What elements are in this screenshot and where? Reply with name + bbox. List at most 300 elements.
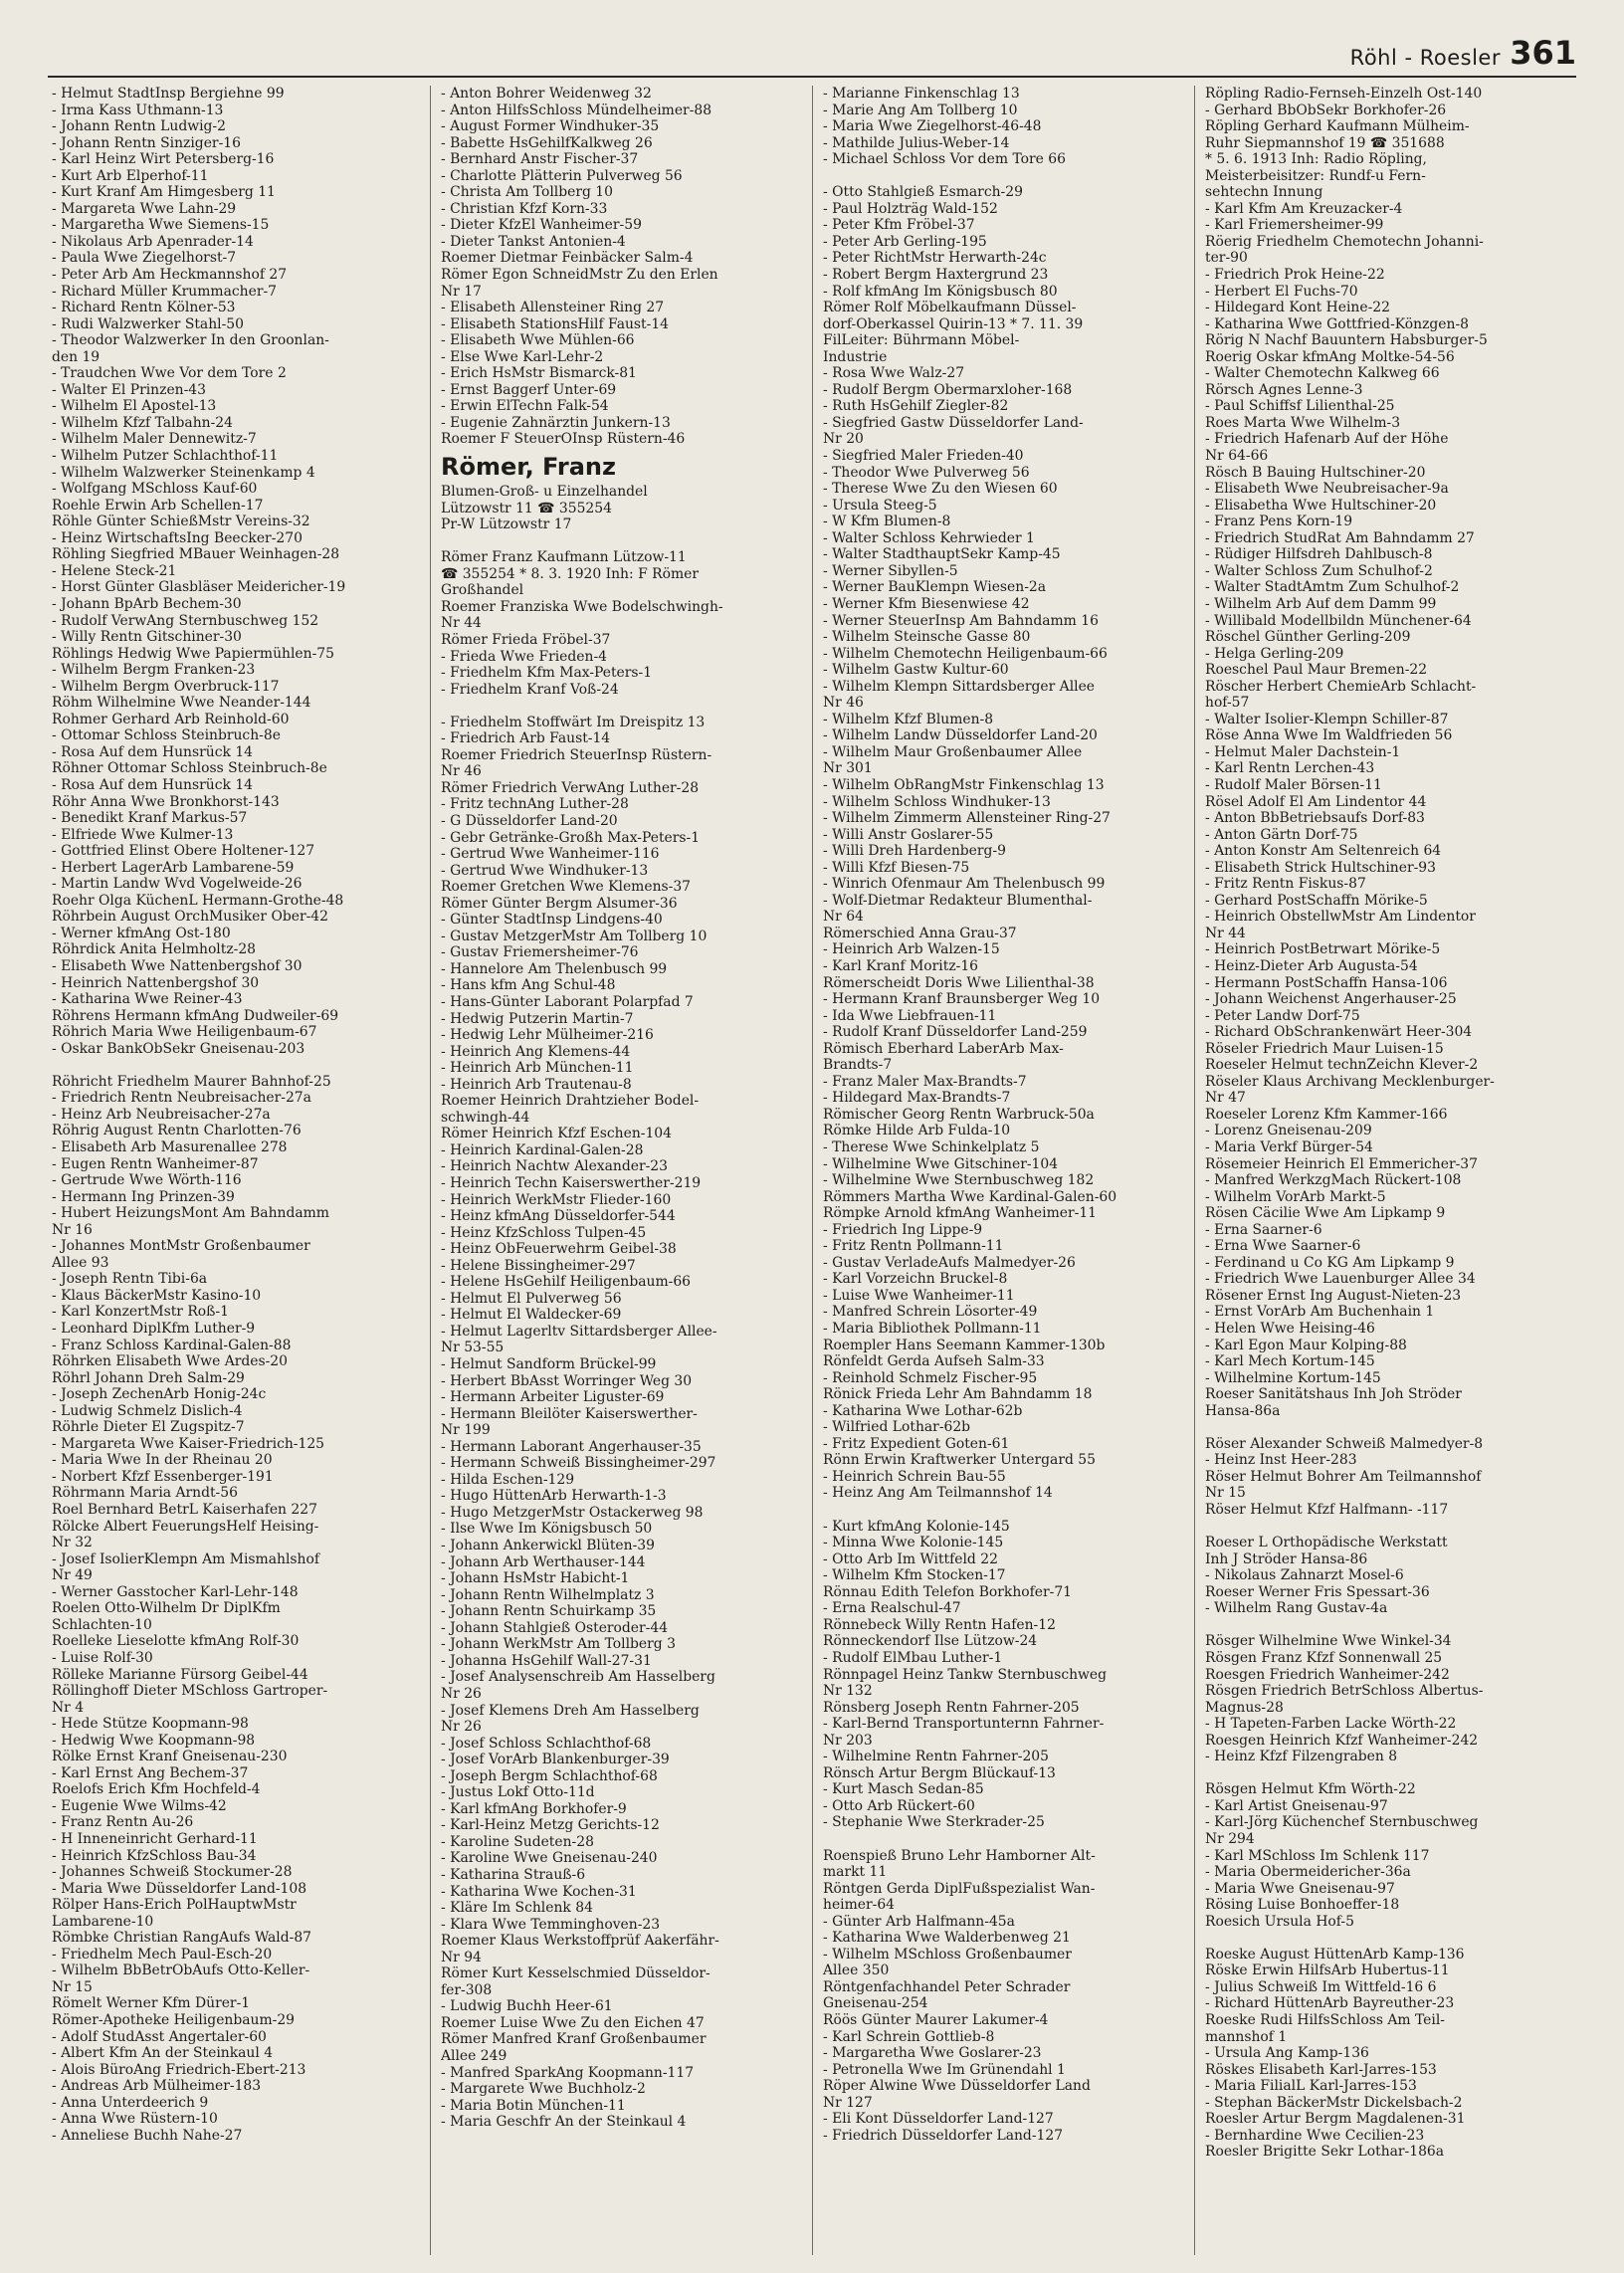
directory-entry: Rösgen Franz Kfzf Sonnenwall 25 [1205, 1649, 1443, 1666]
directory-entry: - Maria Verkf Bürger-54 [1205, 1139, 1373, 1155]
directory-entry: - Heinrich PostBetrwart Mörike-5 [1205, 941, 1441, 958]
directory-entry: - Eugenie Zahnärztin Junkern-13 [441, 414, 671, 431]
directory-entry: - Leonhard DiplKfm Luther-9 [52, 1321, 256, 1338]
directory-entry: - Katharina Wwe Walderbenweg 21 [823, 1930, 1071, 1947]
directory-entry: - Hannelore Am Thelenbusch 99 [441, 960, 668, 977]
directory-entry: - Friedhelm Stoffwärt Im Dreispitz 13 [441, 714, 706, 730]
directory-entry: Nr 26 [441, 1719, 482, 1736]
directory-entry: Röerig Friedhelm Chemotechn Johanni- [1205, 233, 1484, 250]
directory-entry: Magnus-28 [1205, 1699, 1284, 1716]
directory-entry: Rönnau Edith Telefon Borkhofer-71 [823, 1583, 1073, 1600]
directory-entry: - Alois BüroAng Friedrich-Ebert-213 [52, 2061, 306, 2078]
directory-entry: - Joseph ZechenArb Honig-24c [52, 1386, 267, 1403]
directory-entry: - Hede Stütze Koopmann-98 [52, 1716, 249, 1733]
directory-entry: - Karl-Heinz Metzg Gerichts-12 [441, 1817, 660, 1834]
directory-entry: - H Tapeten-Farben Lacke Wörth-22 [1205, 1716, 1457, 1733]
directory-entry: Roemer Gretchen Wwe Klemens-37 [441, 879, 692, 896]
directory-entry: - Hubert HeizungsMont Am Bahndamm [52, 1205, 329, 1222]
directory-entry: Roesgen Heinrich Kfzf Wanheimer-242 [1205, 1732, 1479, 1749]
entry-gap [823, 1502, 1188, 1519]
directory-entry: - Erich HsMstr Bismarck-81 [441, 365, 637, 382]
directory-entry: Nr 32 [52, 1535, 93, 1551]
directory-entry: - Margaretha Wwe Siemens-15 [52, 217, 270, 234]
directory-entry: Röhrdick Anita Helmholtz-28 [52, 941, 257, 958]
directory-entry: - Wilhelm El Apostel-13 [52, 398, 217, 415]
directory-entry: Roemer Franziska Wwe Bodelschwingh- [441, 598, 723, 615]
directory-entry: - Gottfried Elinst Obere Holtener-127 [52, 843, 315, 860]
directory-entry: Röhrle Dieter El Zugspitz-7 [52, 1419, 245, 1436]
page-header [48, 28, 1576, 78]
directory-entry: - Frieda Wwe Frieden-4 [441, 648, 607, 665]
directory-entry: - Rolf kfmAng Im Königsbusch 80 [823, 283, 1058, 300]
directory-entry: - Johann WerkMstr Am Tollberg 3 [441, 1636, 676, 1653]
directory-entry: - Reinhold Schmelz Fischer-95 [823, 1369, 1038, 1386]
directory-entry: - Karl Rentn Lerchen-43 [1205, 760, 1375, 777]
directory-entry: - Karl-Jörg Küchenchef Sternbuschweg [1205, 1814, 1479, 1831]
directory-entry: - Willi Dreh Hardenberg-9 [823, 843, 1006, 860]
directory-entry: Roesler Artur Bergm Magdalenen-31 [1205, 2111, 1466, 2128]
directory-entry: Nr 49 [52, 1567, 93, 1584]
directory-entry: - Klaus BäckerMstr Kasino-10 [52, 1287, 262, 1304]
directory-entry: - Katharina Strauß-6 [441, 1866, 586, 1883]
directory-entry: - Karl Schrein Gottlieb-8 [823, 2028, 995, 2045]
directory-entry: - Minna Wwe Kolonie-145 [823, 1535, 1004, 1551]
directory-entry: Nr 44 [441, 615, 482, 632]
directory-entry: Römisch Eberhard LaberArb Max- [823, 1040, 1064, 1057]
directory-entry: - Johannes Schweiß Stockumer-28 [52, 1864, 293, 1881]
directory-entry: - Hedwig Wwe Koopmann-98 [52, 1732, 256, 1749]
directory-entry: - Elisabeth Wwe Mühlen-66 [441, 332, 635, 349]
directory-entry: - August Former Windhuker-35 [441, 118, 660, 135]
directory-entry: - Friedrich Hafenarb Auf der Höhe [1205, 431, 1449, 448]
directory-entry: - Johann Rentn Schuirkamp 35 [441, 1603, 657, 1620]
directory-entry: Rösch B Bauing Hultschiner-20 [1205, 464, 1426, 481]
directory-entry: - Helmut Maler Dachstein-1 [1205, 743, 1401, 760]
directory-entry: Roemer Heinrich Drahtzieher Bodel- [441, 1093, 700, 1110]
directory-entry: - Ilse Wwe Im Königsbusch 50 [441, 1521, 653, 1538]
directory-entry: - Franz Rentn Au-26 [52, 1814, 194, 1831]
directory-entry: - Wilhelm Maler Dennewitz-7 [52, 431, 257, 448]
directory-entry: Pr-W Lützowstr 17 [441, 517, 572, 533]
directory-entry: - Otto Stahlgieß Esmarch-29 [823, 184, 1023, 201]
directory-entry: - Anton Gärtn Dorf-75 [1205, 826, 1358, 843]
directory-entry: Nr 132 [823, 1683, 873, 1700]
directory-entry: Römpke Arnold kfmAng Wanheimer-11 [823, 1205, 1097, 1222]
directory-entry: - Manfred WerkzgMach Rückert-108 [1205, 1172, 1462, 1189]
directory-entry: - Heinz KfzSchloss Tulpen-45 [441, 1224, 647, 1241]
directory-entry: Roenspieß Bruno Lehr Hamborner Alt- [823, 1847, 1096, 1864]
directory-entry: - Rudolf VerwAng Sternbuschweg 152 [52, 612, 319, 629]
directory-entry: Nr 47 [1205, 1090, 1246, 1107]
directory-entry: - Anton Bohrer Weidenweg 32 [441, 86, 652, 102]
directory-entry: - Heinz Ang Am Teilmannshof 14 [823, 1485, 1053, 1502]
directory-entry: - Peter Landw Dorf-75 [1205, 1007, 1360, 1024]
directory-entry: - H Inneneinricht Gerhard-11 [52, 1830, 258, 1847]
directory-entry: - Karl MSchloss Im Schlenk 117 [1205, 1847, 1430, 1864]
directory-entry: - Maria Wwe In der Rheinau 20 [52, 1452, 273, 1469]
directory-entry: - Heinrich KfzSchloss Bau-34 [52, 1847, 257, 1864]
directory-entry: Rönsch Artur Bergm Blückauf-13 [823, 1764, 1056, 1781]
directory-entry: - Maria Botin München-11 [441, 2097, 626, 2114]
directory-entry: - Manfred SparkAng Koopmann-117 [441, 2064, 695, 2081]
entry-gap [1205, 1765, 1570, 1782]
directory-entry: FilLeiter: Bührmann Möbel- [823, 332, 1020, 349]
directory-entry: - Rudolf Kranf Düsseldorfer Land-259 [823, 1024, 1088, 1041]
directory-entry: - Wilhelm Klempn Sittardsberger Allee [823, 678, 1096, 695]
directory-column-4 [1194, 86, 1576, 2255]
directory-entry: - Heinrich Nattenbergshof 30 [52, 974, 260, 991]
directory-entry: - Peter Kfm Fröbel-37 [823, 217, 975, 234]
directory-entry: Rönneckendorf Ilse Lützow-24 [823, 1633, 1038, 1650]
directory-entry: Röpling Radio-Fernseh-Einzelh Ost-140 [1205, 86, 1483, 102]
directory-entry: Röhling Siegfried MBauer Weinhagen-28 [52, 546, 340, 563]
directory-entry: - Winrich Ofenmaur Am Thelenbusch 99 [823, 876, 1106, 893]
directory-entry: Röscher Herbert ChemieArb Schlacht- [1205, 678, 1477, 695]
directory-entry: - Else Wwe Karl-Lehr-2 [441, 348, 604, 365]
directory-entry: - Anton BbBetriebsaufs Dorf-83 [1205, 810, 1425, 827]
directory-entry: - Siegfried Maler Frieden-40 [823, 448, 1024, 465]
directory-entry: - Elfriede Wwe Kulmer-13 [52, 826, 234, 843]
directory-entry: - Heinrich Ang Klemens-44 [441, 1043, 631, 1060]
directory-entry: Nr 294 [1205, 1830, 1255, 1847]
directory-entry: Allee 249 [441, 2047, 508, 2064]
directory-entry: - Wilfried Lothar-62b [823, 1419, 971, 1436]
directory-entry: Röhle Günter SchießMstr Vereins-32 [52, 514, 310, 530]
directory-entry: hof-57 [1205, 695, 1250, 712]
directory-entry: - Adolf StudAsst Angertaler-60 [52, 2028, 267, 2045]
page-number: 361 [1510, 34, 1576, 72]
directory-entry: - Anneliese Buchh Nahe-27 [52, 2127, 243, 2144]
directory-entry: - Maria Wwe Gneisenau-97 [1205, 1880, 1395, 1897]
directory-entry: Nr 20 [823, 431, 864, 448]
directory-entry: - Andreas Arb Mülheimer-183 [52, 2078, 262, 2095]
directory-entry: - Willi Kfzf Biesen-75 [823, 859, 970, 876]
directory-entry: Nr 127 [823, 2094, 873, 2111]
directory-entry: - Wilhelm Rang Gustav-4a [1205, 1600, 1388, 1617]
directory-entry: Rölleke Marianne Fürsorg Geibel-44 [52, 1666, 308, 1683]
directory-entry: - Josef Klemens Dreh Am Hasselberg [441, 1702, 700, 1719]
directory-entry: * 5. 6. 1913 Inh: Radio Röpling, [1205, 151, 1427, 168]
directory-entry: Röhlings Hedwig Wwe Papiermühlen-75 [52, 645, 334, 662]
directory-entry: - Gertrude Wwe Wörth-116 [52, 1172, 242, 1189]
directory-entry: dorf-Oberkassel Quirin-13 * 7. 11. 39 [823, 315, 1084, 332]
directory-entry: - Fritz Rentn Fiskus-87 [1205, 876, 1366, 893]
entry-gap [52, 1057, 424, 1074]
directory-entry: - Robert Bergm Haxtergrund 23 [823, 267, 1049, 284]
directory-entry: - Wilhelm Arb Auf dem Damm 99 [1205, 595, 1437, 612]
directory-entry: Nr 64-66 [1205, 448, 1269, 465]
directory-entry: Rölke Ernst Kranf Gneisenau-230 [52, 1749, 288, 1765]
directory-entry: - Maria Obermeidericher-36a [1205, 1864, 1411, 1881]
directory-entry: - Peter Arb Am Heckmannshof 27 [52, 267, 288, 284]
directory-entry: - Ottomar Schloss Steinbruch-8e [52, 727, 281, 744]
directory-entry: - Hugo HüttenArb Herwarth-1-3 [441, 1488, 667, 1505]
directory-entry: - Werner BauKlempn Wiesen-2a [823, 579, 1047, 596]
directory-column-1 [48, 86, 430, 2255]
directory-entry: - Wilhelm BbBetrObAufs Otto-Keller- [52, 1963, 310, 1979]
directory-entry: - Gustav Friemersheimer-76 [441, 944, 639, 961]
directory-entry: Roehle Erwin Arb Schellen-17 [52, 497, 264, 514]
directory-entry: - Mathilde Julius-Weber-14 [823, 134, 1010, 151]
directory-entry: - Karl Egon Maur Kolping-88 [1205, 1337, 1407, 1353]
directory-entry: - Heinrich Schrein Bau-55 [823, 1468, 1006, 1485]
directory-entry: - Rosa Wwe Walz-27 [823, 365, 965, 382]
directory-entry: Roemer F SteuerOInsp Rüstern-46 [441, 431, 686, 448]
directory-entry: - Eugen Rentn Wanheimer-87 [52, 1155, 259, 1172]
directory-entry: - Wilhelm Kfzf Talbahn-24 [52, 414, 233, 431]
directory-entry: - Karl-Bernd Transportunternn Fahrner- [823, 1716, 1105, 1733]
directory-entry: - Margaretha Wwe Goslarer-23 [823, 2045, 1042, 2062]
directory-entry: Nr 44 [1205, 925, 1246, 941]
directory-entry: Röschel Günther Gerling-209 [1205, 629, 1411, 646]
directory-entry: Rösener Ernst Ing August-Nieten-23 [1205, 1287, 1462, 1304]
directory-entry: - Karl Kranf Moritz-16 [823, 957, 979, 974]
directory-entry: - Wolfgang MSchloss Kauf-60 [52, 481, 258, 498]
directory-entry: - Walter Isolier-Klempn Schiller-87 [1205, 711, 1449, 727]
directory-entry: Römer-Apotheke Heiligenbaum-29 [52, 2011, 296, 2028]
directory-entry: - Anton Konstr Am Seltenreich 64 [1205, 843, 1442, 860]
directory-entry: - Erna Wwe Saarner-6 [1205, 1238, 1361, 1255]
directory-entry: Roeseler Helmut technZeichn Klever-2 [1205, 1057, 1479, 1074]
directory-entry: Nr 301 [823, 760, 873, 777]
directory-entry: - Christian Kfzf Korn-33 [441, 200, 608, 217]
directory-entry: ☎ 355254 * 8. 3. 1920 Inh: F Römer [441, 565, 700, 582]
directory-entry: - Herbert LagerArb Lambarene-59 [52, 859, 295, 876]
directory-entry: Roemer Friedrich SteuerInsp Rüstern- [441, 746, 712, 763]
directory-entry: - Johanna HsGehilf Wall-27-31 [441, 1652, 652, 1669]
directory-entry: Römer Franz Kaufmann Lützow-11 [441, 549, 687, 566]
directory-entry: - Walter El Prinzen-43 [52, 381, 206, 398]
directory-entry: - Heinrich ObstellwMstr Am Lindentor [1205, 909, 1476, 926]
directory-entry: - G Düsseldorfer Land-20 [441, 812, 618, 829]
directory-entry: - Paul Holzträg Wald-152 [823, 200, 998, 217]
directory-entry: - Walter Schloss Kehrwieder 1 [823, 529, 1035, 546]
directory-entry: - Hermann Kranf Braunsberger Weg 10 [823, 991, 1101, 1008]
entry-gap [1205, 1419, 1570, 1436]
directory-entry: - Paula Wwe Ziegelhorst-7 [52, 250, 237, 267]
directory-entry: - Elisabeth Wwe Neubreisacher-9a [1205, 481, 1449, 498]
directory-entry: - Bernhardine Wwe Cecilien-23 [1205, 2127, 1425, 2144]
directory-entry: - Elisabeth Strick Hultschiner-93 [1205, 859, 1436, 876]
directory-entry: - Rudolf Maler Börsen-11 [1205, 776, 1382, 793]
directory-entry: - Wilhelm Maur Großenbaumer Allee [823, 743, 1083, 760]
directory-entry: - Wilhelm Zimmerm Allensteiner Ring-27 [823, 810, 1111, 827]
directory-entry: Nr 17 [441, 283, 482, 300]
directory-entry: - Maria Wwe Düsseldorfer Land-108 [52, 1880, 307, 1897]
directory-entry: - Ida Wwe Liebfrauen-11 [823, 1007, 997, 1024]
directory-entry: - Maria Bibliothek Pollmann-11 [823, 1321, 1042, 1338]
directory-entry: - Franz Schloss Kardinal-Galen-88 [52, 1337, 292, 1353]
directory-entry: Röser Alexander Schweiß Malmedyer-8 [1205, 1435, 1484, 1452]
directory-entry: Rösgen Friedrich BetrSchloss Albertus- [1205, 1683, 1484, 1700]
directory-entry: - Maria FilialL Karl-Jarres-153 [1205, 2078, 1417, 2095]
directory-entry: - Günter Arb Halfmann-45a [823, 1913, 1015, 1930]
directory-entry: - Johann Rentn Ludwig-2 [52, 118, 226, 135]
directory-entry: - Wilhelm Putzer Schlachthof-11 [52, 448, 279, 465]
directory-entry: - Eugenie Wwe Wilms-42 [52, 1797, 227, 1814]
directory-entry: - Günter StadtInsp Lindgens-40 [441, 912, 663, 929]
directory-entry: - Wilhelmine Rentn Fahrner-205 [823, 1749, 1049, 1765]
directory-entry: - Walter StadthauptSekr Kamp-45 [823, 546, 1061, 563]
directory-entry: - Hugo MetzgerMstr Ostackerweg 98 [441, 1504, 704, 1521]
directory-entry: Nr 199 [441, 1422, 491, 1439]
directory-entry: - W Kfm Blumen-8 [823, 514, 951, 530]
directory-entry: Röpling Gerhard Kaufmann Mülheim- [1205, 118, 1470, 135]
directory-entry: - Lorenz Gneisenau-209 [1205, 1123, 1372, 1139]
directory-entry: - Oskar BankObSekr Gneisenau-203 [52, 1040, 305, 1057]
directory-entry: Römerscheidt Doris Wwe Lilienthal-38 [823, 974, 1095, 991]
directory-entry: - Otto Arb Rückert-60 [823, 1797, 975, 1814]
directory-entry: - Karoline Wwe Gneisenau-240 [441, 1850, 658, 1867]
entry-gap [1205, 1617, 1570, 1634]
directory-entry: Röseler Klaus Archivang Mecklenburger- [1205, 1073, 1495, 1090]
directory-entry: Röhrl Johann Dreh Salm-29 [52, 1369, 245, 1386]
directory-entry: - Bernhard Anstr Fischer-37 [441, 151, 639, 168]
directory-entry: - Wilhelmine Wwe Sternbuschweg 182 [823, 1172, 1095, 1189]
directory-entry: Römelt Werner Kfm Dürer-1 [52, 1995, 251, 2012]
directory-entry: - Wilhelm VorArb Markt-5 [1205, 1188, 1386, 1205]
directory-entry: - Hans-Günter Laborant Polarpfad 7 [441, 993, 694, 1010]
directory-entry: Roeske August HüttenArb Kamp-136 [1205, 1946, 1465, 1963]
directory-entry: den 19 [52, 348, 101, 365]
directory-entry: - Rüdiger Hilfsdreh Dahlbusch-8 [1205, 546, 1433, 563]
directory-entry: Allee 93 [52, 1254, 109, 1271]
directory-entry: Rönn Erwin Kraftwerker Untergard 55 [823, 1452, 1096, 1469]
directory-entry: - Friedrich Prok Heine-22 [1205, 267, 1385, 284]
directory-entry: - Heinz Inst Heer-283 [1205, 1452, 1357, 1469]
directory-entry: - Karl Kfm Am Kreuzacker-4 [1205, 200, 1403, 217]
directory-entry: - Otto Arb Im Wittfeld 22 [823, 1550, 998, 1567]
directory-entry: - Wilhelmine Kortum-145 [1205, 1369, 1381, 1386]
directory-entry: - Stephanie Wwe Sterkrader-25 [823, 1814, 1045, 1831]
directory-entry: Röhner Ottomar Schloss Steinbruch-8e [52, 760, 327, 777]
directory-entry: Römbke Christian RangAufs Wald-87 [52, 1930, 312, 1947]
directory-entry: - Karl Vorzeichn Bruckel-8 [823, 1271, 1008, 1288]
directory-entry: - Johannes MontMstr Großenbaumer [52, 1238, 310, 1255]
directory-entry: - Heinrich WerkMstr Flieder-160 [441, 1191, 672, 1208]
directory-entry: - Elisabeth Arb Masurenallee 278 [52, 1139, 288, 1155]
directory-entry: Römer Egon SchneidMstr Zu den Erlen [441, 267, 718, 284]
directory-entry: - Franz Pens Korn-19 [1205, 514, 1353, 530]
directory-entry: Röskes Elisabeth Karl-Jarres-153 [1205, 2061, 1437, 2078]
directory-entry: - Hermann Ing Prinzen-39 [52, 1188, 235, 1205]
directory-entry: - Hilda Eschen-129 [441, 1471, 575, 1488]
directory-entry: Rölcke Albert FeuerungsHelf Heising- [52, 1518, 319, 1535]
directory-entry: - Gerhard BbObSekr Borkhofer-26 [1205, 102, 1447, 118]
directory-entry: - Gustav MetzgerMstr Am Tollberg 10 [441, 928, 708, 944]
directory-entry: - Fritz technAng Luther-28 [441, 796, 629, 813]
directory-entry: - Heinz ObFeuerwehrm Geibel-38 [441, 1241, 677, 1258]
directory-entry: Römer Günter Bergm Alsumer-36 [441, 895, 678, 912]
directory-entry: Rönfeldt Gerda Aufseh Salm-33 [823, 1353, 1045, 1370]
directory-entry: Römer Heinrich Kfzf Eschen-104 [441, 1126, 672, 1142]
directory-entry: Nr 94 [441, 1949, 482, 1965]
directory-entry: - Siegfried Gastw Düsseldorfer Land- [823, 414, 1084, 431]
directory-entry: - Wilhelm Steinsche Gasse 80 [823, 629, 1031, 646]
directory-entry: - Wilhelm MSchloss Großenbaumer [823, 1946, 1072, 1963]
directory-entry: - Peter RichtMstr Herwarth-24c [823, 250, 1047, 267]
directory-entry: - Albert Kfm An der Steinkaul 4 [52, 2045, 274, 2062]
directory-entry: - Werner SteuerInsp Am Bahndamm 16 [823, 612, 1099, 629]
directory-entry: Rösemeier Heinrich El Emmericher-37 [1205, 1155, 1478, 1172]
directory-entry: - Theodor Wwe Pulverweg 56 [823, 464, 1030, 481]
directory-entry: - Gebr Getränke-Großh Max-Peters-1 [441, 829, 701, 846]
directory-entry: - Babette HsGehilfKalkweg 26 [441, 134, 653, 151]
directory-entry: - Heinrich Techn Kaiserswerther-219 [441, 1175, 702, 1191]
directory-entry: - Anton HilfsSchloss Mündelheimer-88 [441, 102, 712, 118]
directory-entry: - Heinrich Kardinal-Galen-28 [441, 1141, 644, 1158]
directory-entry: - Johann HsMstr Habicht-1 [441, 1570, 630, 1587]
directory-entry: - Peter Arb Gerling-195 [823, 233, 987, 250]
directory-entry: - Ursula Steeg-5 [823, 497, 937, 514]
directory-entry: Röhrens Hermann kfmAng Dudweiler-69 [52, 1007, 339, 1024]
directory-entry: Roemer Luise Wwe Zu den Eichen 47 [441, 2014, 705, 2031]
directory-entry: - Helmut El Pulverweg 56 [441, 1290, 622, 1307]
directory-entry: Röhrich Maria Wwe Heiligenbaum-67 [52, 1024, 317, 1041]
directory-entry: - Hermann Bleilöter Kaiserswerther- [441, 1405, 698, 1422]
directory-entry: Rohmer Gerhard Arb Reinhold-60 [52, 711, 290, 727]
directory-entry: Röser Helmut Kfzf Halfmann- -117 [1205, 1502, 1449, 1519]
directory-entry: - Maria Wwe Ziegelhorst-46-48 [823, 118, 1042, 135]
directory-entry: Rönick Frieda Lehr Am Bahndamm 18 [823, 1386, 1093, 1403]
directory-entry: - Rosa Auf dem Hunsrück 14 [52, 743, 253, 760]
directory-entry: - Margareta Wwe Lahn-29 [52, 200, 237, 217]
directory-entry: Röhrmann Maria Arndt-56 [52, 1485, 238, 1502]
directory-entry: - Wilhelm ObRangMstr Finkenschlag 13 [823, 776, 1105, 793]
directory-column-3 [812, 86, 1194, 2255]
directory-entry: Röser Helmut Bohrer Am Teilmannshof [1205, 1468, 1482, 1485]
directory-entry: - Maria Geschfr An der Steinkaul 4 [441, 2114, 687, 2131]
directory-entry: - Margarete Wwe Buchholz-2 [441, 2081, 646, 2098]
directory-column-2 [430, 86, 812, 2255]
directory-entry: - Walter StadtAmtm Zum Schulhof-2 [1205, 579, 1460, 596]
directory-entry: Rösger Wilhelmine Wwe Winkel-34 [1205, 1633, 1452, 1650]
directory-entry: - Michael Schloss Vor dem Tore 66 [823, 151, 1066, 168]
directory-entry: Röhricht Friedhelm Maurer Bahnhof-25 [52, 1073, 331, 1090]
directory-entry: - Johann Ankerwickl Blüten-39 [441, 1538, 655, 1554]
directory-entry: Römischer Georg Rentn Warbruck-50a [823, 1106, 1095, 1123]
directory-entry: Schlachten-10 [52, 1616, 152, 1633]
directory-entry: - Josef IsolierKlempn Am Mismahlshof [52, 1550, 319, 1567]
directory-entry: fer-308 [441, 1981, 493, 1998]
directory-entry: - Ernst Baggerf Unter-69 [441, 381, 617, 398]
directory-entry: - Gustav VerladeAufs Malmedyer-26 [823, 1254, 1076, 1271]
directory-entry: - Charlotte Plätterin Pulverweg 56 [441, 167, 683, 184]
directory-entry: - Kurt Masch Sedan-85 [823, 1781, 984, 1798]
directory-entry: Römke Hilde Arb Fulda-10 [823, 1123, 1011, 1139]
directory-entry: - Joseph Rentn Tibi-6a [52, 1271, 208, 1288]
directory-entry: - Kläre Im Schlenk 84 [441, 1900, 593, 1917]
directory-entry: - Ludwig Schmelz Dislich-4 [52, 1402, 243, 1419]
directory-entry: - Karl kfmAng Borkhofer-9 [441, 1800, 627, 1817]
directory-entry: - Paul Schiffsf Lilienthal-25 [1205, 398, 1395, 415]
directory-entry: mannshof 1 [1205, 2028, 1288, 2045]
directory-entry: - Wolf-Dietmar Redakteur Blumenthal- [823, 892, 1093, 909]
directory-entry: - Willy Rentn Gitschiner-30 [52, 629, 242, 646]
directory-entry: - Gerhard PostSchaffn Mörike-5 [1205, 892, 1428, 909]
directory-entry: - Hermann Laborant Angerhauser-35 [441, 1438, 702, 1455]
directory-entry: - Karl Mech Kortum-145 [1205, 1353, 1375, 1370]
directory-entry: Röhm Wilhelmine Wwe Neander-144 [52, 695, 311, 712]
directory-entry: - Ursula Ang Kamp-136 [1205, 2045, 1369, 2062]
directory-entry: - Wilhelm Kfzf Blumen-8 [823, 711, 994, 727]
directory-entry: - Manfred Schrein Lösorter-49 [823, 1304, 1038, 1321]
directory-entry: - Erna Saarner-6 [1205, 1221, 1322, 1238]
directory-entry: - Kurt Arb Elperhof-11 [52, 167, 209, 184]
directory-entry: Roemer Dietmar Feinbäcker Salm-4 [441, 250, 694, 267]
directory-entry: - Erwin ElTechn Falk-54 [441, 398, 609, 415]
directory-entry: - Friedrich Wwe Lauenburger Allee 34 [1205, 1271, 1476, 1288]
